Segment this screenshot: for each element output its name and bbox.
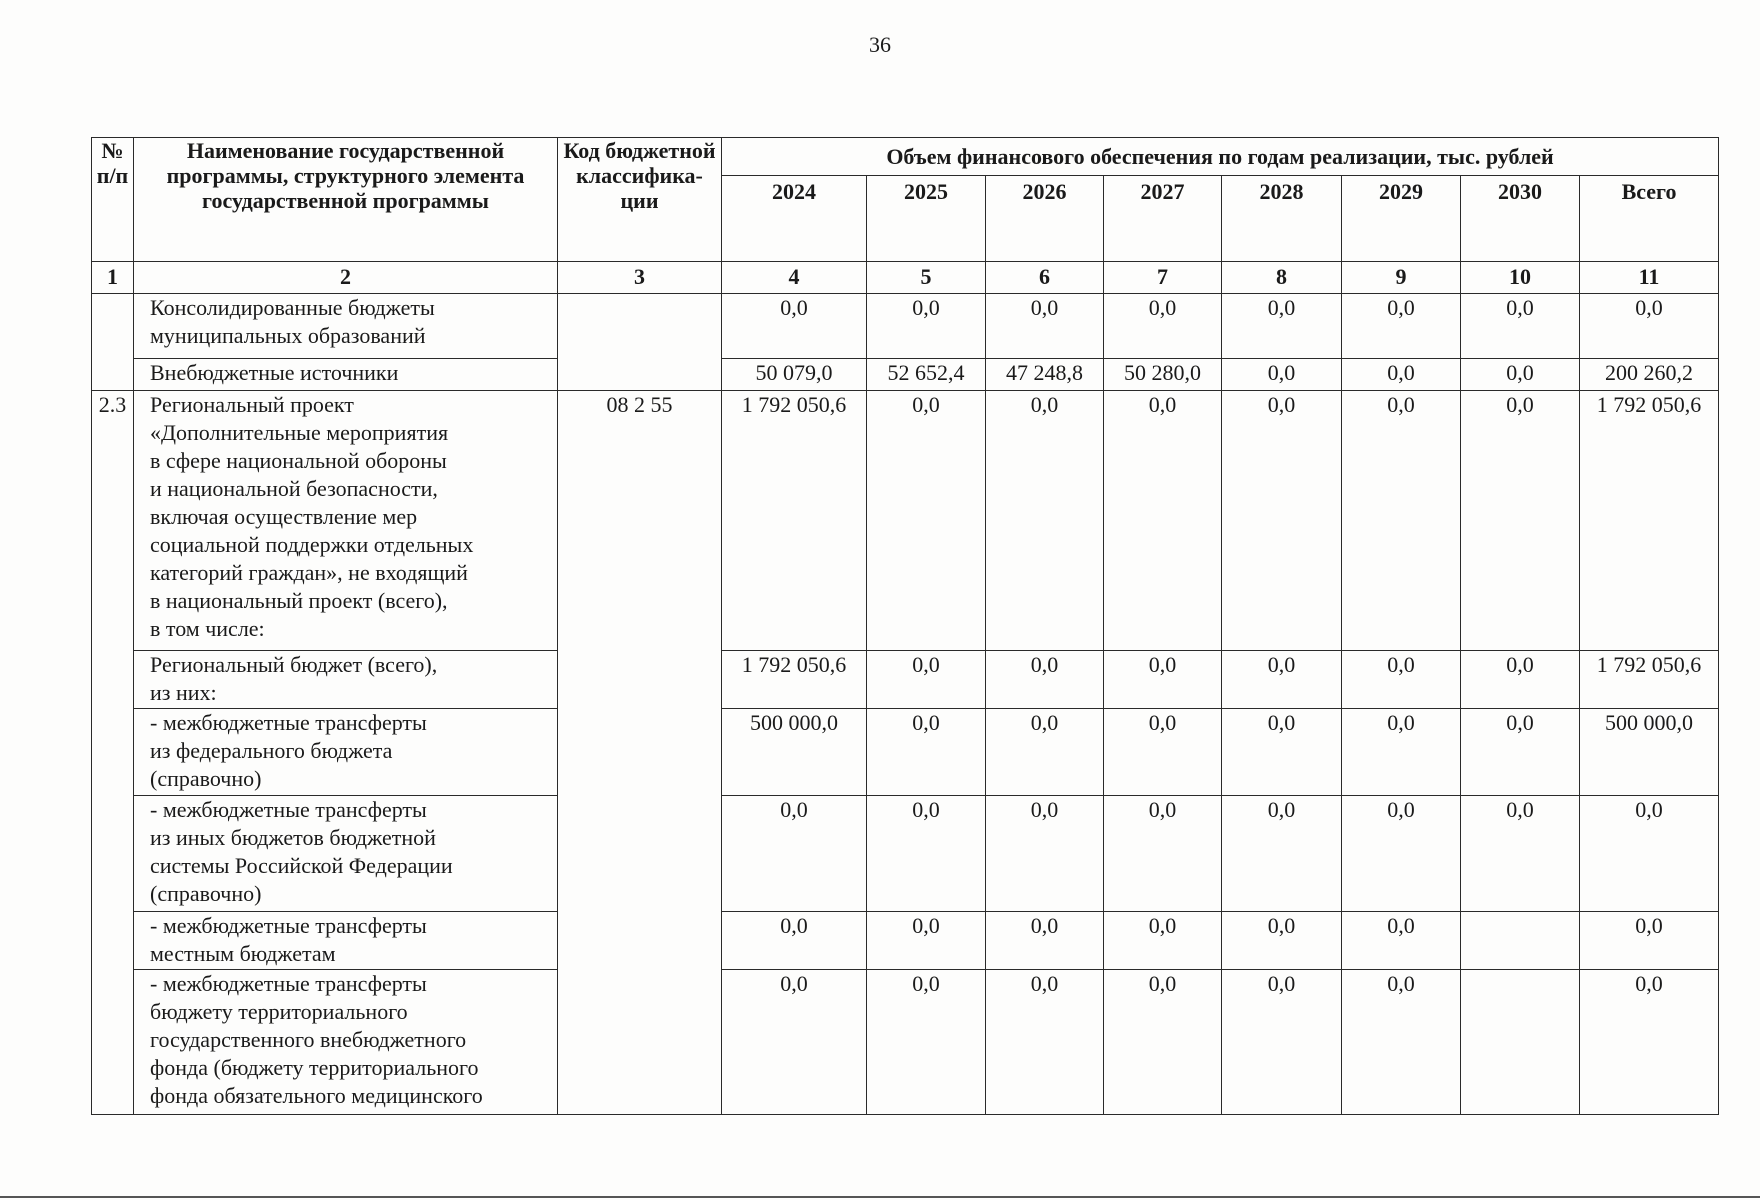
column-number: 11 <box>1580 262 1719 294</box>
value-cell: 500 000,0 <box>1580 709 1719 796</box>
table-row <box>92 709 1719 796</box>
header-year: 2024 <box>722 176 867 262</box>
value-cell: 0,0 <box>1580 294 1719 359</box>
table-row <box>92 912 1719 970</box>
header-year: 2025 <box>867 176 986 262</box>
value-cell: 0,0 <box>1461 709 1580 796</box>
row-name: Внебюджетные источники <box>134 359 558 391</box>
row-name: Региональный бюджет (всего), из них: <box>134 651 558 709</box>
value-cell: 0,0 <box>1461 796 1580 912</box>
row-name: Консолидированные бюджеты муниципальных образований <box>134 294 558 359</box>
value-cell <box>1461 970 1580 1115</box>
value-cell: 0,0 <box>1222 359 1342 391</box>
value-cell: 0,0 <box>1342 912 1461 970</box>
table-row <box>92 651 1719 709</box>
value-cell: 1 792 050,6 <box>1580 391 1719 651</box>
value-cell: 0,0 <box>1342 391 1461 651</box>
value-cell: 1 792 050,6 <box>722 391 867 651</box>
value-cell: 0,0 <box>722 294 867 359</box>
value-cell: 0,0 <box>986 796 1104 912</box>
value-cell: 0,0 <box>867 651 986 709</box>
value-cell: 50 079,0 <box>722 359 867 391</box>
column-number: 8 <box>1222 262 1342 294</box>
row-no <box>92 294 134 391</box>
header-year: 2026 <box>986 176 1104 262</box>
header-no: № п/п <box>92 138 134 262</box>
table-row <box>92 359 1719 391</box>
column-number: 1 <box>92 262 134 294</box>
header-name: Наименование государственной программы, структурного элемента государственной программы <box>134 138 558 262</box>
row-name: - межбюджетные трансферты местным бюджетам <box>134 912 558 970</box>
column-numbers-row <box>92 262 1719 294</box>
value-cell: 0,0 <box>1342 294 1461 359</box>
value-cell: 0,0 <box>1580 970 1719 1115</box>
value-cell: 200 260,2 <box>1580 359 1719 391</box>
table-row <box>92 391 1719 651</box>
column-number: 6 <box>986 262 1104 294</box>
value-cell: 1 792 050,6 <box>1580 651 1719 709</box>
value-cell: 47 248,8 <box>986 359 1104 391</box>
value-cell: 0,0 <box>867 970 986 1115</box>
row-name: - межбюджетные трансферты бюджету территориального государственного внебюджетного фонда (бюджету территориального фонда обязательного медицинского <box>134 970 558 1115</box>
value-cell: 0,0 <box>1222 294 1342 359</box>
value-cell: 0,0 <box>867 796 986 912</box>
value-cell: 0,0 <box>986 391 1104 651</box>
page-bottom-edge <box>0 1196 1760 1198</box>
column-number: 3 <box>558 262 722 294</box>
value-cell: 0,0 <box>1342 709 1461 796</box>
value-cell: 0,0 <box>1342 651 1461 709</box>
value-cell: 0,0 <box>722 970 867 1115</box>
header-total: Всего <box>1580 176 1719 262</box>
value-cell: 0,0 <box>1580 912 1719 970</box>
value-cell: 0,0 <box>1104 912 1222 970</box>
value-cell: 50 280,0 <box>1104 359 1222 391</box>
column-number: 4 <box>722 262 867 294</box>
table-row <box>92 970 1719 1115</box>
value-cell: 0,0 <box>1222 391 1342 651</box>
value-cell: 0,0 <box>1342 796 1461 912</box>
value-cell: 0,0 <box>1461 294 1580 359</box>
row-name: - межбюджетные трансферты из иных бюджетов бюджетной системы Российской Федерации (справочно) <box>134 796 558 912</box>
value-cell: 500 000,0 <box>722 709 867 796</box>
value-cell: 52 652,4 <box>867 359 986 391</box>
header-code: Код бюджетной классифика-ции <box>558 138 722 262</box>
value-cell: 0,0 <box>986 709 1104 796</box>
value-cell: 0,0 <box>1342 359 1461 391</box>
value-cell: 0,0 <box>722 796 867 912</box>
value-cell: 0,0 <box>1461 651 1580 709</box>
value-cell: 0,0 <box>867 294 986 359</box>
value-cell: 1 792 050,6 <box>722 651 867 709</box>
value-cell: 0,0 <box>1222 970 1342 1115</box>
value-cell: 0,0 <box>1222 709 1342 796</box>
value-cell: 0,0 <box>1104 651 1222 709</box>
value-cell: 0,0 <box>1222 912 1342 970</box>
value-cell: 0,0 <box>1104 294 1222 359</box>
row-name: - межбюджетные трансферты из федерального бюджета (справочно) <box>134 709 558 796</box>
value-cell: 0,0 <box>722 912 867 970</box>
column-number: 10 <box>1461 262 1580 294</box>
value-cell: 0,0 <box>867 709 986 796</box>
value-cell: 0,0 <box>1580 796 1719 912</box>
value-cell: 0,0 <box>986 970 1104 1115</box>
table-row <box>92 294 1719 359</box>
value-cell: 0,0 <box>986 294 1104 359</box>
value-cell: 0,0 <box>1342 970 1461 1115</box>
column-number: 9 <box>1342 262 1461 294</box>
value-cell: 0,0 <box>1461 359 1580 391</box>
value-cell: 0,0 <box>1222 796 1342 912</box>
header-year: 2030 <box>1461 176 1580 262</box>
page-number: 36 <box>869 32 891 57</box>
header-year: 2028 <box>1222 176 1342 262</box>
value-cell: 0,0 <box>1104 709 1222 796</box>
value-cell: 0,0 <box>1104 970 1222 1115</box>
value-cell: 0,0 <box>867 912 986 970</box>
row-no: 2.3 <box>92 391 134 1115</box>
header-year: 2029 <box>1342 176 1461 262</box>
row-code: 08 2 55 <box>558 391 722 1115</box>
column-number: 5 <box>867 262 986 294</box>
value-cell: 0,0 <box>1104 796 1222 912</box>
value-cell: 0,0 <box>986 912 1104 970</box>
header-year: 2027 <box>1104 176 1222 262</box>
header-row-top <box>92 138 1719 176</box>
column-number: 2 <box>134 262 558 294</box>
value-cell: 0,0 <box>986 651 1104 709</box>
row-name: Региональный проект «Дополнительные мероприятия в сфере национальной обороны и национальной безопасности, включая осуществление мер социальной поддержки отдельных категорий граждан», не входящий в национальный проект (всего), в том числе: <box>134 391 558 651</box>
table-row <box>92 796 1719 912</box>
value-cell: 0,0 <box>1222 651 1342 709</box>
value-cell: 0,0 <box>1104 391 1222 651</box>
value-cell <box>1461 912 1580 970</box>
financing-table <box>91 137 1719 1115</box>
value-cell: 0,0 <box>1461 391 1580 651</box>
value-cell: 0,0 <box>867 391 986 651</box>
row-code <box>558 294 722 391</box>
header-volume: Объем финансового обеспечения по годам реализации, тыс. рублей <box>722 138 1719 176</box>
column-number: 7 <box>1104 262 1222 294</box>
